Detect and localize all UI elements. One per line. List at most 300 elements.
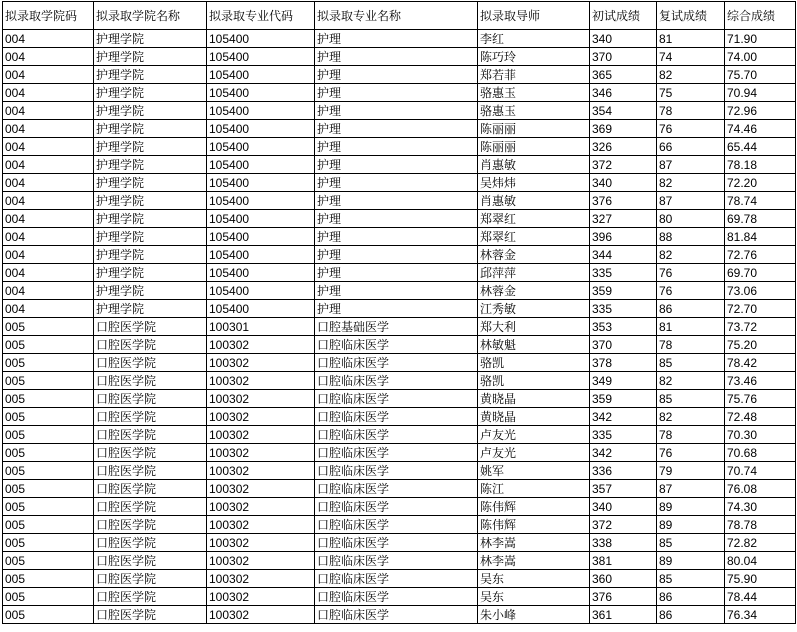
major-name-cell: 口腔临床医学	[315, 462, 478, 480]
initial-score-cell: 336	[590, 462, 657, 480]
initial-score-cell: 369	[590, 120, 657, 138]
retest-score-cell: 82	[657, 174, 725, 192]
retest-score-cell: 89	[657, 552, 725, 570]
total-score-cell: 73.46	[725, 372, 796, 390]
major-code-cell: 105400	[207, 174, 315, 192]
table-row	[3, 462, 796, 480]
college-name-cell: 口腔医学院	[94, 462, 207, 480]
retest-score-cell: 86	[657, 606, 725, 624]
college-name-cell: 护理学院	[94, 300, 207, 318]
college-code-cell: 005	[3, 372, 94, 390]
college-code-cell: 004	[3, 120, 94, 138]
major-code-cell: 105400	[207, 138, 315, 156]
supervisor-cell: 陈巧玲	[478, 48, 590, 66]
retest-score-cell: 76	[657, 444, 725, 462]
header-college-name: 拟录取学院名称	[94, 2, 207, 30]
college-name-cell: 口腔医学院	[94, 606, 207, 624]
major-name-cell: 口腔临床医学	[315, 444, 478, 462]
header-retest-score: 复试成绩	[657, 2, 725, 30]
major-code-cell: 100302	[207, 372, 315, 390]
header-major-code: 拟录取专业代码	[207, 2, 315, 30]
major-name-cell: 口腔临床医学	[315, 408, 478, 426]
total-score-cell: 74.46	[725, 120, 796, 138]
initial-score-cell: 353	[590, 318, 657, 336]
college-name-cell: 护理学院	[94, 48, 207, 66]
initial-score-cell: 370	[590, 48, 657, 66]
college-code-cell: 005	[3, 498, 94, 516]
college-name-cell: 护理学院	[94, 282, 207, 300]
major-code-cell: 100302	[207, 570, 315, 588]
table-body	[3, 30, 796, 624]
supervisor-cell: 黄晓晶	[478, 408, 590, 426]
table-row	[3, 48, 796, 66]
initial-score-cell: 342	[590, 408, 657, 426]
header-initial-score: 初试成绩	[590, 2, 657, 30]
initial-score-cell: 354	[590, 102, 657, 120]
college-name-cell: 口腔医学院	[94, 534, 207, 552]
college-name-cell: 护理学院	[94, 156, 207, 174]
college-name-cell: 口腔医学院	[94, 372, 207, 390]
table-row	[3, 588, 796, 606]
retest-score-cell: 74	[657, 48, 725, 66]
major-name-cell: 口腔临床医学	[315, 372, 478, 390]
supervisor-cell: 陈伟辉	[478, 498, 590, 516]
college-code-cell: 004	[3, 66, 94, 84]
college-code-cell: 005	[3, 516, 94, 534]
total-score-cell: 74.30	[725, 498, 796, 516]
total-score-cell: 70.68	[725, 444, 796, 462]
total-score-cell: 75.76	[725, 390, 796, 408]
supervisor-cell: 卢友光	[478, 444, 590, 462]
table-row	[3, 102, 796, 120]
initial-score-cell: 359	[590, 390, 657, 408]
college-code-cell: 005	[3, 606, 94, 624]
header-college-code: 拟录取学院码	[3, 2, 94, 30]
table-row	[3, 480, 796, 498]
retest-score-cell: 76	[657, 282, 725, 300]
initial-score-cell: 327	[590, 210, 657, 228]
retest-score-cell: 85	[657, 354, 725, 372]
major-code-cell: 105400	[207, 228, 315, 246]
supervisor-cell: 肖惠敏	[478, 192, 590, 210]
college-code-cell: 005	[3, 552, 94, 570]
college-code-cell: 005	[3, 570, 94, 588]
major-name-cell: 护理	[315, 138, 478, 156]
major-code-cell: 105400	[207, 102, 315, 120]
supervisor-cell: 林敏魁	[478, 336, 590, 354]
major-name-cell: 护理	[315, 30, 478, 48]
supervisor-cell: 吴东	[478, 588, 590, 606]
college-name-cell: 护理学院	[94, 210, 207, 228]
college-code-cell: 004	[3, 84, 94, 102]
retest-score-cell: 80	[657, 210, 725, 228]
table-row	[3, 444, 796, 462]
major-name-cell: 护理	[315, 264, 478, 282]
initial-score-cell: 381	[590, 552, 657, 570]
major-code-cell: 105400	[207, 246, 315, 264]
initial-score-cell: 370	[590, 336, 657, 354]
retest-score-cell: 88	[657, 228, 725, 246]
major-name-cell: 口腔临床医学	[315, 354, 478, 372]
initial-score-cell: 372	[590, 516, 657, 534]
major-code-cell: 105400	[207, 300, 315, 318]
initial-score-cell: 376	[590, 192, 657, 210]
college-name-cell: 口腔医学院	[94, 426, 207, 444]
table-row	[3, 210, 796, 228]
supervisor-cell: 林蓉金	[478, 282, 590, 300]
total-score-cell: 73.06	[725, 282, 796, 300]
table-row	[3, 138, 796, 156]
college-name-cell: 口腔医学院	[94, 318, 207, 336]
total-score-cell: 78.42	[725, 354, 796, 372]
major-code-cell: 105400	[207, 264, 315, 282]
retest-score-cell: 79	[657, 462, 725, 480]
major-name-cell: 口腔临床医学	[315, 390, 478, 408]
total-score-cell: 75.70	[725, 66, 796, 84]
college-name-cell: 口腔医学院	[94, 408, 207, 426]
college-name-cell: 口腔医学院	[94, 480, 207, 498]
total-score-cell: 72.20	[725, 174, 796, 192]
retest-score-cell: 82	[657, 66, 725, 84]
college-name-cell: 护理学院	[94, 192, 207, 210]
college-name-cell: 护理学院	[94, 102, 207, 120]
major-name-cell: 口腔临床医学	[315, 336, 478, 354]
total-score-cell: 75.90	[725, 570, 796, 588]
college-code-cell: 005	[3, 354, 94, 372]
initial-score-cell: 342	[590, 444, 657, 462]
major-code-cell: 100302	[207, 516, 315, 534]
supervisor-cell: 郑翠红	[478, 228, 590, 246]
initial-score-cell: 340	[590, 174, 657, 192]
retest-score-cell: 66	[657, 138, 725, 156]
major-code-cell: 100302	[207, 390, 315, 408]
retest-score-cell: 82	[657, 246, 725, 264]
major-name-cell: 口腔临床医学	[315, 570, 478, 588]
total-score-cell: 72.96	[725, 102, 796, 120]
total-score-cell: 69.70	[725, 264, 796, 282]
initial-score-cell: 335	[590, 264, 657, 282]
total-score-cell: 80.04	[725, 552, 796, 570]
retest-score-cell: 78	[657, 426, 725, 444]
college-code-cell: 005	[3, 390, 94, 408]
major-name-cell: 护理	[315, 174, 478, 192]
total-score-cell: 72.82	[725, 534, 796, 552]
major-code-cell: 105400	[207, 210, 315, 228]
initial-score-cell: 326	[590, 138, 657, 156]
table-row	[3, 390, 796, 408]
college-name-cell: 护理学院	[94, 174, 207, 192]
college-code-cell: 004	[3, 228, 94, 246]
major-name-cell: 口腔临床医学	[315, 606, 478, 624]
total-score-cell: 69.78	[725, 210, 796, 228]
supervisor-cell: 骆凯	[478, 354, 590, 372]
initial-score-cell: 376	[590, 588, 657, 606]
retest-score-cell: 85	[657, 390, 725, 408]
major-code-cell: 100302	[207, 336, 315, 354]
supervisor-cell: 吴东	[478, 570, 590, 588]
college-code-cell: 005	[3, 534, 94, 552]
major-code-cell: 100302	[207, 552, 315, 570]
retest-score-cell: 78	[657, 102, 725, 120]
table-row	[3, 336, 796, 354]
college-name-cell: 护理学院	[94, 228, 207, 246]
retest-score-cell: 78	[657, 336, 725, 354]
table-row	[3, 318, 796, 336]
college-code-cell: 005	[3, 336, 94, 354]
major-name-cell: 护理	[315, 228, 478, 246]
major-name-cell: 护理	[315, 246, 478, 264]
major-code-cell: 100302	[207, 408, 315, 426]
college-name-cell: 口腔医学院	[94, 336, 207, 354]
major-name-cell: 护理	[315, 102, 478, 120]
supervisor-cell: 林蓉金	[478, 246, 590, 264]
table-row	[3, 156, 796, 174]
table-row	[3, 408, 796, 426]
table-row	[3, 120, 796, 138]
table-row	[3, 300, 796, 318]
college-code-cell: 005	[3, 318, 94, 336]
major-code-cell: 100302	[207, 606, 315, 624]
supervisor-cell: 陈伟辉	[478, 516, 590, 534]
major-code-cell: 105400	[207, 282, 315, 300]
retest-score-cell: 76	[657, 120, 725, 138]
total-score-cell: 78.18	[725, 156, 796, 174]
college-code-cell: 005	[3, 444, 94, 462]
total-score-cell: 70.74	[725, 462, 796, 480]
college-code-cell: 004	[3, 192, 94, 210]
college-name-cell: 口腔医学院	[94, 390, 207, 408]
college-name-cell: 护理学院	[94, 138, 207, 156]
college-name-cell: 护理学院	[94, 264, 207, 282]
college-code-cell: 005	[3, 462, 94, 480]
initial-score-cell: 335	[590, 426, 657, 444]
initial-score-cell: 357	[590, 480, 657, 498]
college-code-cell: 005	[3, 408, 94, 426]
initial-score-cell: 360	[590, 570, 657, 588]
total-score-cell: 70.30	[725, 426, 796, 444]
college-code-cell: 005	[3, 426, 94, 444]
major-name-cell: 护理	[315, 66, 478, 84]
supervisor-cell: 江秀敏	[478, 300, 590, 318]
retest-score-cell: 86	[657, 300, 725, 318]
total-score-cell: 70.94	[725, 84, 796, 102]
initial-score-cell: 338	[590, 534, 657, 552]
major-name-cell: 护理	[315, 120, 478, 138]
total-score-cell: 72.76	[725, 246, 796, 264]
table-row	[3, 498, 796, 516]
retest-score-cell: 89	[657, 516, 725, 534]
initial-score-cell: 378	[590, 354, 657, 372]
college-name-cell: 口腔医学院	[94, 444, 207, 462]
college-code-cell: 004	[3, 210, 94, 228]
supervisor-cell: 卢友光	[478, 426, 590, 444]
initial-score-cell: 359	[590, 282, 657, 300]
retest-score-cell: 86	[657, 588, 725, 606]
table-row	[3, 372, 796, 390]
college-code-cell: 004	[3, 156, 94, 174]
retest-score-cell: 85	[657, 534, 725, 552]
total-score-cell: 73.72	[725, 318, 796, 336]
table-row	[3, 282, 796, 300]
total-score-cell: 71.90	[725, 30, 796, 48]
college-name-cell: 口腔医学院	[94, 498, 207, 516]
supervisor-cell: 郑大利	[478, 318, 590, 336]
supervisor-cell: 骆凯	[478, 372, 590, 390]
retest-score-cell: 89	[657, 498, 725, 516]
table-row	[3, 354, 796, 372]
college-code-cell: 004	[3, 174, 94, 192]
college-name-cell: 口腔医学院	[94, 354, 207, 372]
college-name-cell: 护理学院	[94, 84, 207, 102]
initial-score-cell: 372	[590, 156, 657, 174]
supervisor-cell: 邱萍萍	[478, 264, 590, 282]
major-name-cell: 护理	[315, 156, 478, 174]
retest-score-cell: 81	[657, 318, 725, 336]
table-row	[3, 174, 796, 192]
major-name-cell: 口腔临床医学	[315, 516, 478, 534]
retest-score-cell: 85	[657, 570, 725, 588]
total-score-cell: 76.08	[725, 480, 796, 498]
table-row	[3, 228, 796, 246]
table-row	[3, 30, 796, 48]
major-name-cell: 护理	[315, 282, 478, 300]
college-code-cell: 004	[3, 48, 94, 66]
admission-table	[2, 1, 796, 624]
college-code-cell: 004	[3, 246, 94, 264]
total-score-cell: 74.00	[725, 48, 796, 66]
total-score-cell: 72.48	[725, 408, 796, 426]
retest-score-cell: 82	[657, 372, 725, 390]
table-row	[3, 426, 796, 444]
retest-score-cell: 87	[657, 480, 725, 498]
college-name-cell: 护理学院	[94, 246, 207, 264]
college-code-cell: 004	[3, 138, 94, 156]
major-code-cell: 100302	[207, 462, 315, 480]
major-code-cell: 100302	[207, 534, 315, 552]
major-code-cell: 100302	[207, 588, 315, 606]
major-code-cell: 105400	[207, 192, 315, 210]
major-code-cell: 100302	[207, 480, 315, 498]
major-code-cell: 105400	[207, 120, 315, 138]
initial-score-cell: 346	[590, 84, 657, 102]
initial-score-cell: 344	[590, 246, 657, 264]
total-score-cell: 65.44	[725, 138, 796, 156]
major-name-cell: 口腔临床医学	[315, 480, 478, 498]
supervisor-cell: 骆惠玉	[478, 102, 590, 120]
major-code-cell: 100302	[207, 354, 315, 372]
major-name-cell: 护理	[315, 48, 478, 66]
supervisor-cell: 陈江	[478, 480, 590, 498]
supervisor-cell: 黄晓晶	[478, 390, 590, 408]
major-name-cell: 口腔基础医学	[315, 318, 478, 336]
college-code-cell: 005	[3, 480, 94, 498]
college-code-cell: 004	[3, 282, 94, 300]
total-score-cell: 76.34	[725, 606, 796, 624]
retest-score-cell: 82	[657, 408, 725, 426]
total-score-cell: 78.44	[725, 588, 796, 606]
initial-score-cell: 335	[590, 300, 657, 318]
table-row	[3, 246, 796, 264]
supervisor-cell: 姚军	[478, 462, 590, 480]
initial-score-cell: 349	[590, 372, 657, 390]
supervisor-cell: 林李嵩	[478, 534, 590, 552]
initial-score-cell: 365	[590, 66, 657, 84]
initial-score-cell: 396	[590, 228, 657, 246]
college-name-cell: 护理学院	[94, 120, 207, 138]
total-score-cell: 75.20	[725, 336, 796, 354]
major-code-cell: 105400	[207, 66, 315, 84]
retest-score-cell: 76	[657, 264, 725, 282]
major-code-cell: 100302	[207, 426, 315, 444]
supervisor-cell: 骆惠玉	[478, 84, 590, 102]
major-code-cell: 100302	[207, 498, 315, 516]
total-score-cell: 81.84	[725, 228, 796, 246]
college-code-cell: 004	[3, 102, 94, 120]
retest-score-cell: 75	[657, 84, 725, 102]
table-row	[3, 606, 796, 624]
major-name-cell: 口腔临床医学	[315, 498, 478, 516]
major-name-cell: 护理	[315, 192, 478, 210]
college-name-cell: 口腔医学院	[94, 588, 207, 606]
header-major-name: 拟录取专业名称	[315, 2, 478, 30]
major-code-cell: 105400	[207, 30, 315, 48]
major-code-cell: 105400	[207, 48, 315, 66]
retest-score-cell: 81	[657, 30, 725, 48]
major-name-cell: 口腔临床医学	[315, 552, 478, 570]
table-row	[3, 516, 796, 534]
retest-score-cell: 87	[657, 192, 725, 210]
college-name-cell: 护理学院	[94, 30, 207, 48]
retest-score-cell: 87	[657, 156, 725, 174]
initial-score-cell: 361	[590, 606, 657, 624]
supervisor-cell: 郑翠红	[478, 210, 590, 228]
header-row	[3, 2, 796, 30]
supervisor-cell: 林李嵩	[478, 552, 590, 570]
table-row	[3, 84, 796, 102]
table-row	[3, 192, 796, 210]
major-name-cell: 口腔临床医学	[315, 426, 478, 444]
major-name-cell: 口腔临床医学	[315, 588, 478, 606]
table-row	[3, 552, 796, 570]
supervisor-cell: 肖惠敏	[478, 156, 590, 174]
table-row	[3, 264, 796, 282]
college-name-cell: 口腔医学院	[94, 552, 207, 570]
total-score-cell: 78.78	[725, 516, 796, 534]
college-name-cell: 口腔医学院	[94, 570, 207, 588]
total-score-cell: 78.74	[725, 192, 796, 210]
college-name-cell: 护理学院	[94, 66, 207, 84]
major-name-cell: 口腔临床医学	[315, 534, 478, 552]
major-name-cell: 护理	[315, 84, 478, 102]
college-code-cell: 004	[3, 264, 94, 282]
table-row	[3, 570, 796, 588]
supervisor-cell: 陈丽丽	[478, 120, 590, 138]
supervisor-cell: 李红	[478, 30, 590, 48]
supervisor-cell: 吴炜炜	[478, 174, 590, 192]
header-supervisor: 拟录取导师	[478, 2, 590, 30]
supervisor-cell: 朱小峰	[478, 606, 590, 624]
header-total-score: 综合成绩	[725, 2, 796, 30]
major-code-cell: 105400	[207, 84, 315, 102]
college-code-cell: 005	[3, 588, 94, 606]
table-row	[3, 66, 796, 84]
supervisor-cell: 郑若菲	[478, 66, 590, 84]
initial-score-cell: 340	[590, 498, 657, 516]
major-code-cell: 100301	[207, 318, 315, 336]
major-code-cell: 100302	[207, 444, 315, 462]
major-code-cell: 105400	[207, 156, 315, 174]
table-row	[3, 534, 796, 552]
